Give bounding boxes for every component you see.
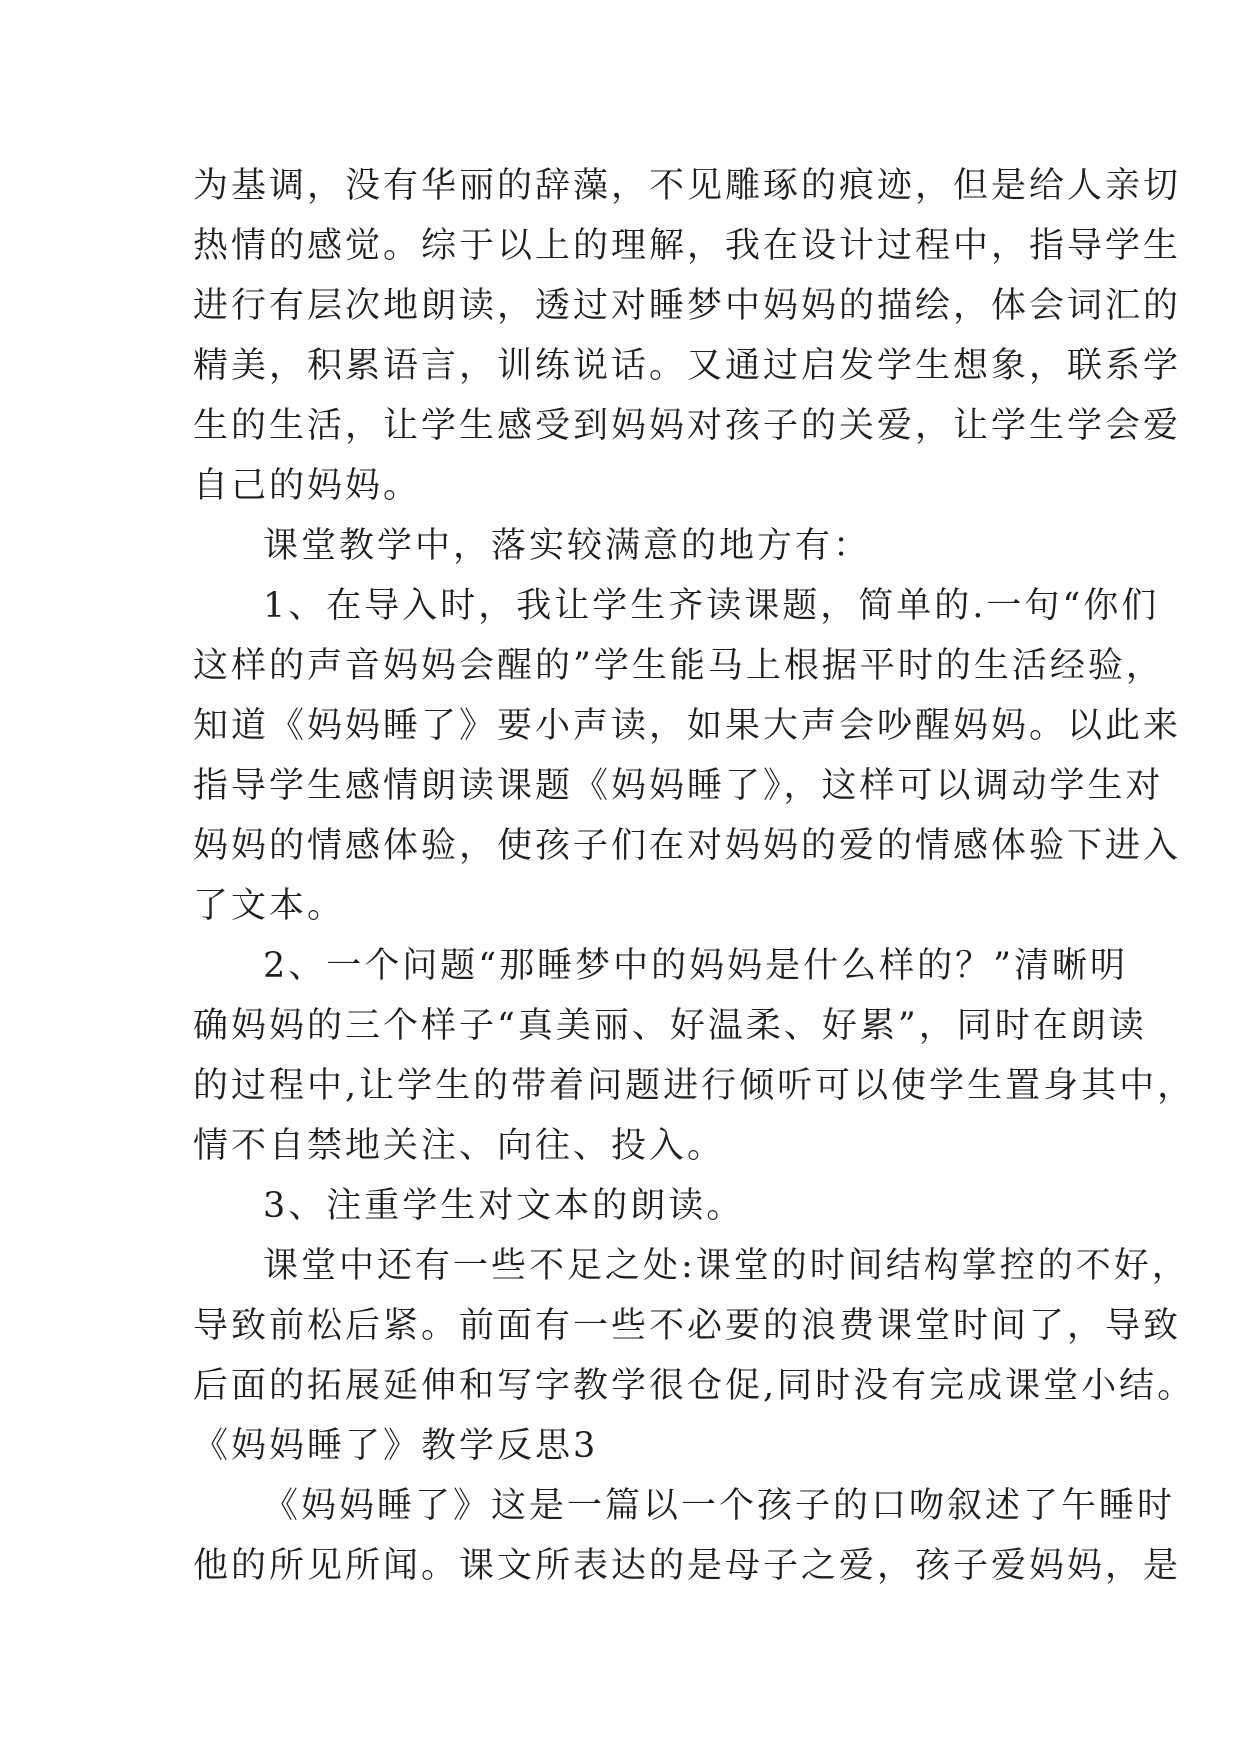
document-body [193, 156, 1196, 1596]
text-line: 的过程中,让学生的带着问题进行倾听可以使学生置身其中， [193, 1066, 1196, 1106]
text-line: 自己的妈妈。 [193, 466, 422, 506]
text-line: 情不自禁地关注、向往、投入。 [193, 1126, 726, 1166]
text-line: 知道《妈妈睡了》要小声读，如果大声会吵醒妈妈。以此来 [193, 706, 1182, 746]
text-line: 这样的声音妈妈会醒的”学生能马上根据平时的生活经验， [193, 646, 1164, 686]
text-line: 确妈妈的三个样子“真美丽、好温柔、好累”，同时在朗读 [193, 1006, 1147, 1046]
text-line: 导致前松后紧。前面有一些不必要的浪费课堂时间了，导致 [193, 1306, 1182, 1346]
text-line: 了文本。 [193, 886, 346, 926]
text-line: 为基调，没有华丽的辞藻，不见雕琢的痕迹，但是给人亲切 [193, 166, 1182, 206]
text-line: 精美，积累语言，训练说话。又通过启发学生想象，联系学 [193, 346, 1182, 386]
text-line: 2、一个问题“那睡梦中的妈妈是什么样的？”清晰明 [263, 946, 1129, 986]
text-line: 3、注重学生对文本的朗读。 [263, 1186, 745, 1226]
text-line: 课堂中还有一些不足之处:课堂的时间结构掌控的不好， [263, 1246, 1190, 1286]
text-line: 热情的感觉。综于以上的理解，我在设计过程中，指导学生 [193, 226, 1182, 266]
text-line: 《妈妈睡了》这是一篇以一个孩子的口吻叙述了午睡时 [263, 1486, 1176, 1526]
text-line: 1、在导入时，我让学生齐读课题，简单的.一句“你们 [263, 586, 1160, 626]
text-line: 妈妈的情感体验，使孩子们在对妈妈的爱的情感体验下进入 [193, 826, 1182, 866]
text-line: 后面的拓展延伸和写字教学很仓促,同时没有完成课堂小结。 [193, 1366, 1196, 1406]
section-heading: 《妈妈睡了》教学反思3 [193, 1426, 599, 1466]
text-line: 指导学生感情朗读课题《妈妈睡了》，这样可以调动学生对 [193, 766, 1164, 806]
text-line: 课堂教学中，落实较满意的地方有： [263, 526, 872, 566]
text-line: 进行有层次地朗读，透过对睡梦中妈妈的描绘，体会词汇的 [193, 286, 1182, 326]
text-line: 他的所见所闻。课文所表达的是母子之爱，孩子爱妈妈，是 [193, 1546, 1182, 1586]
text-line: 生的生活，让学生感受到妈妈对孩子的关爱，让学生学会爱 [193, 406, 1182, 446]
